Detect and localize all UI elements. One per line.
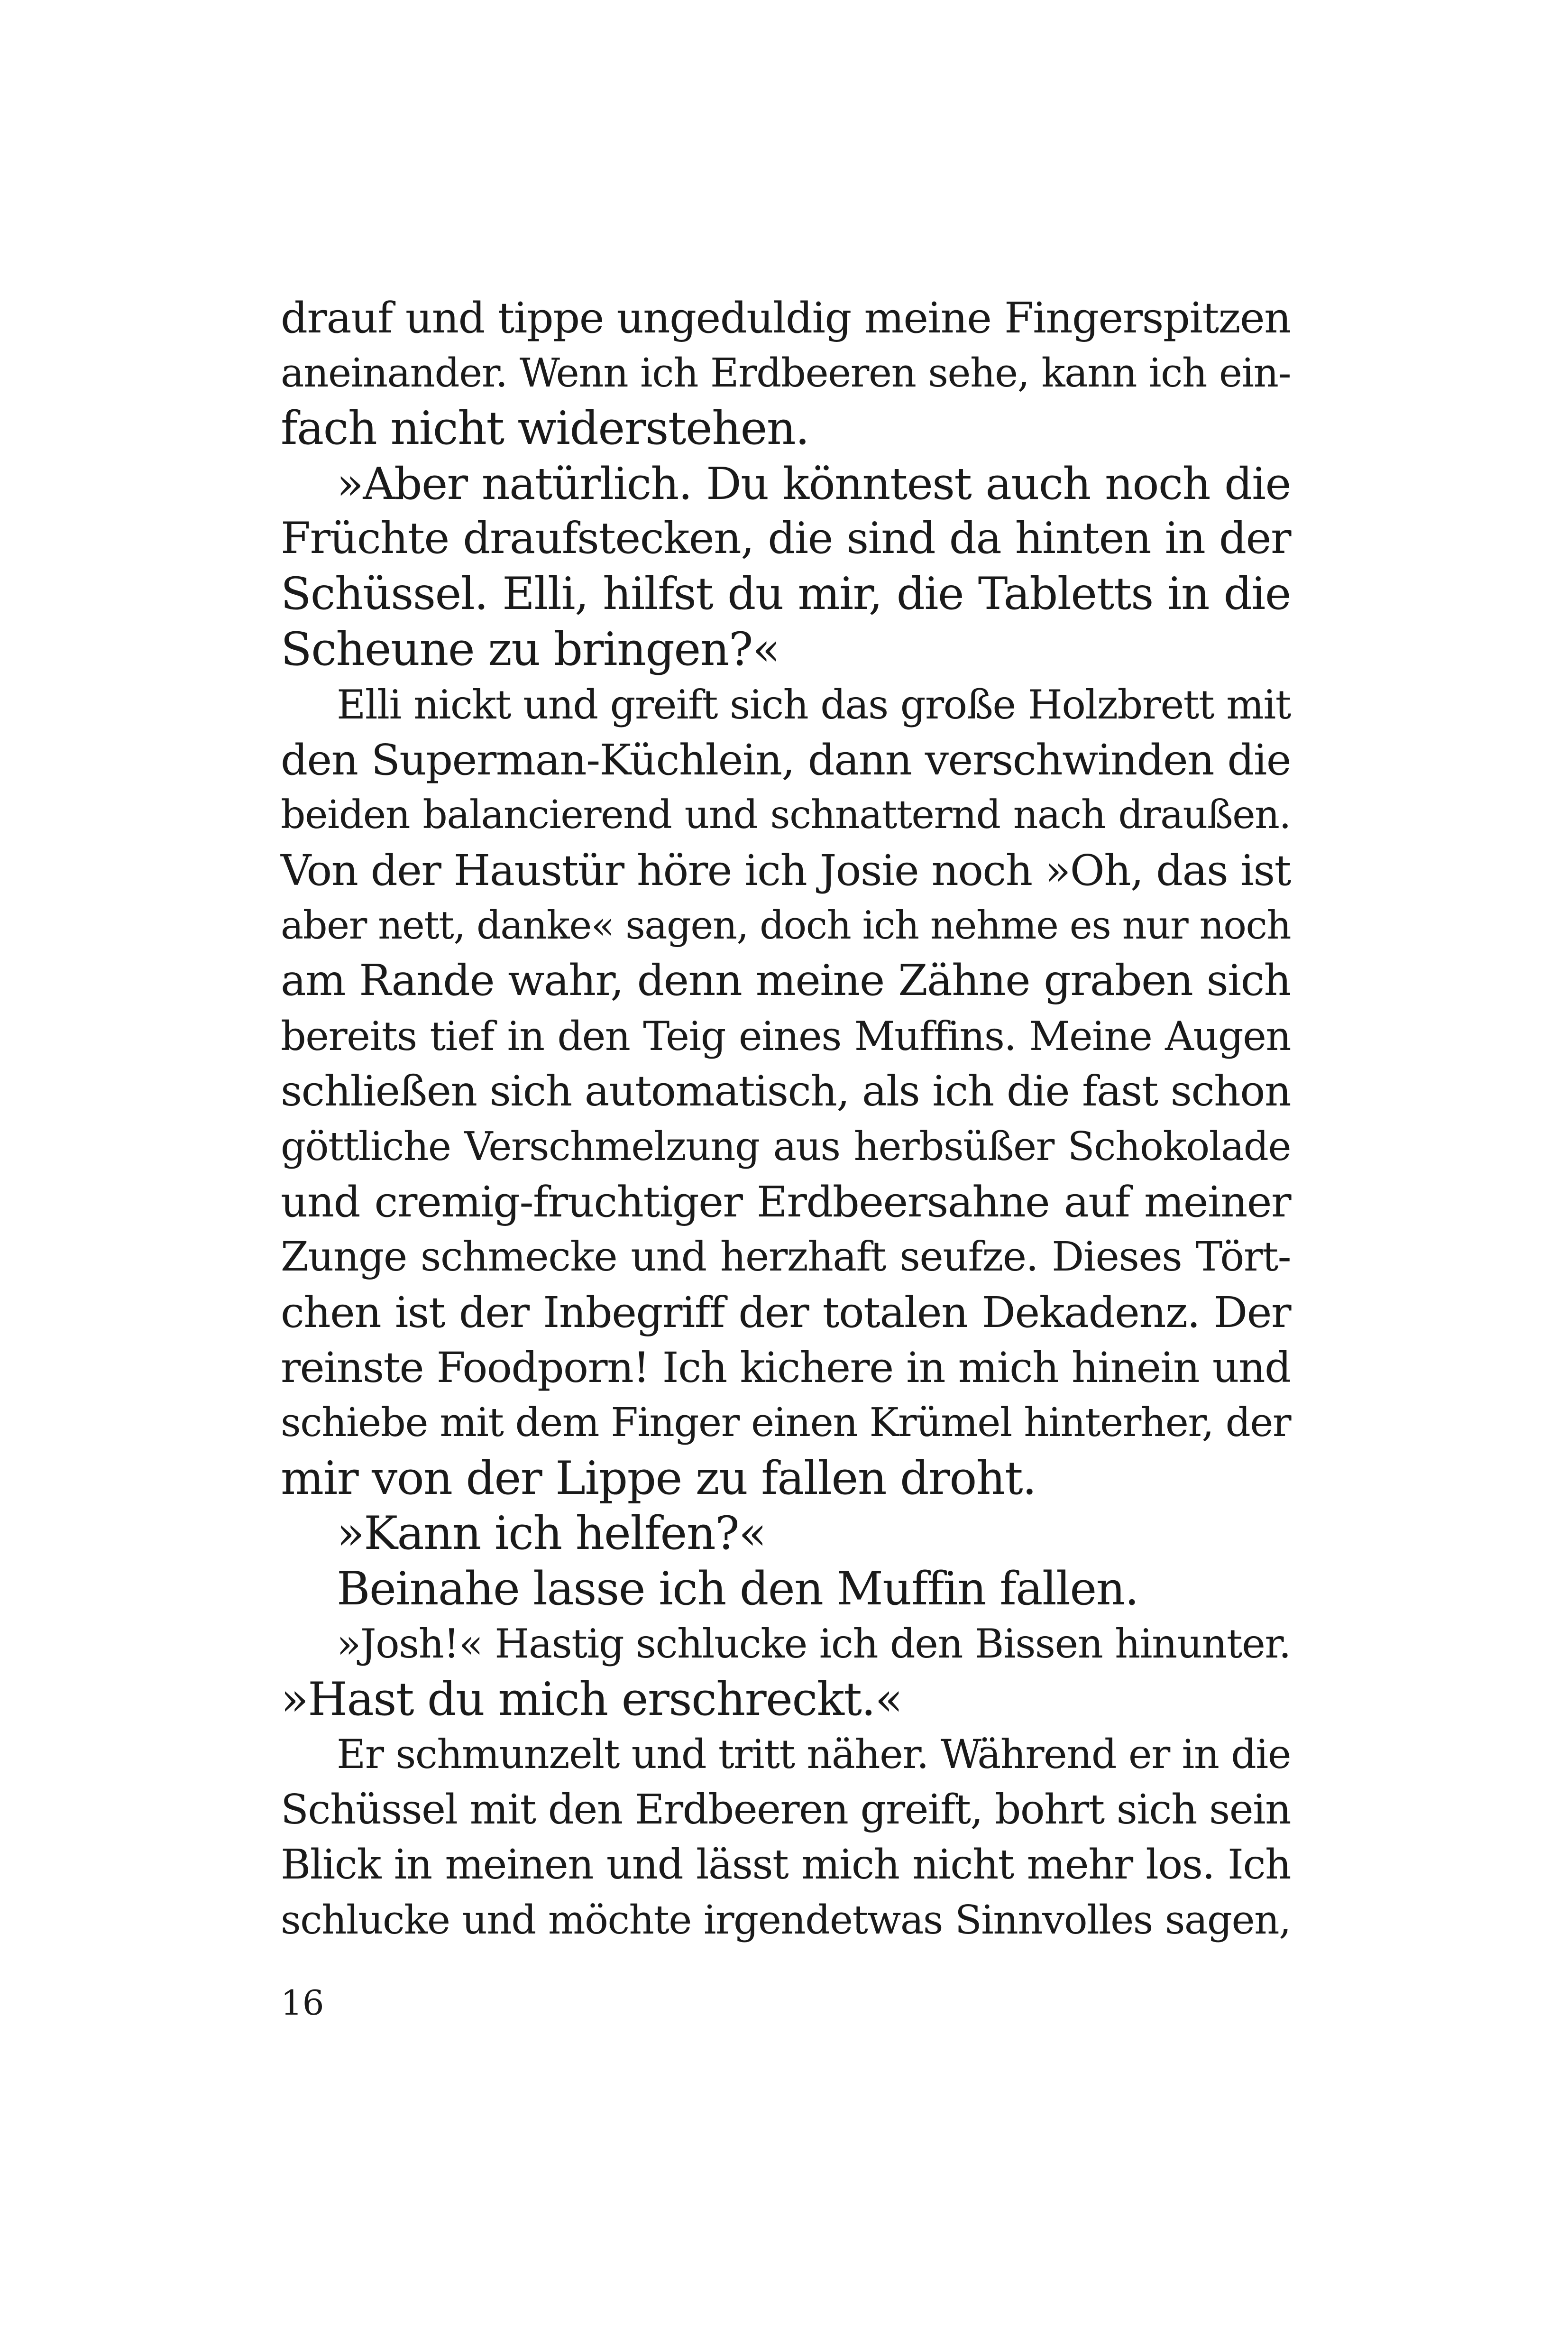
text-line: Früchte draufstecken, die sind da hinten in der: [281, 514, 1291, 563]
text-line: den Superman-Küchlein, dann verschwinden die: [281, 735, 1291, 784]
text-line: drauf und tippe ungeduldig meine Fingerspitzen: [281, 293, 1291, 342]
text-line: chen ist der Inbegriff der totalen Dekadenz. Der: [281, 1288, 1291, 1337]
text-line: am Rande wahr, denn meine Zähne graben sich: [281, 956, 1291, 1005]
text-line: Von der Haustür höre ich Josie noch »Oh, das ist: [281, 846, 1291, 895]
text-line: schlucke und möchte irgendetwas Sinnvolles sagen,: [281, 1897, 1291, 1943]
text-line: Beinahe lasse ich den Muffin fallen.: [337, 1562, 1139, 1615]
text-line: Schüssel mit den Erdbeeren greift, bohrt sich sein: [281, 1786, 1291, 1833]
text-line: aber nett, danke« sagen, doch ich nehme es nur noch: [281, 903, 1291, 948]
text-line: fach nicht widerstehen.: [281, 402, 809, 455]
text-line: Er schmunzelt und tritt näher. Während er in die: [337, 1731, 1291, 1777]
text-line: »Hast du mich erschreckt.«: [281, 1672, 902, 1726]
text-line: Blick in meinen und lässt mich nicht mehr los. Ich: [281, 1841, 1291, 1888]
text-line: Schüssel. Elli, hilfst du mir, die Tabletts in die: [281, 568, 1291, 620]
text-line: aneinander. Wenn ich Erdbeeren sehe, kann ich ein-: [281, 350, 1291, 396]
text-line: mir von der Lippe zu fallen droht.: [281, 1451, 1036, 1505]
text-line: bereits tief in den Teig eines Muffins. Meine Augen: [281, 1013, 1291, 1059]
page-number: 16: [281, 1983, 324, 2023]
body-text: [281, 290, 1291, 1948]
text-line: »Aber natürlich. Du könntest auch noch die: [337, 458, 1291, 509]
text-line: »Kann ich helfen?«: [337, 1507, 766, 1560]
text-line: Scheune zu bringen?«: [281, 623, 780, 676]
text-line: göttliche Verschmelzung aus herbsüßer Schokolade: [281, 1123, 1291, 1170]
text-line: »Josh!« Hastig schlucke ich den Bissen hinunter.: [337, 1621, 1291, 1667]
text-line: reinste Foodporn! Ich kichere in mich hinein und: [281, 1343, 1291, 1392]
text-line: schiebe mit dem Finger einen Krümel hinterher, der: [281, 1400, 1291, 1446]
text-line: schließen sich automatisch, als ich die fast schon: [281, 1067, 1291, 1115]
text-line: Zunge schmecke und herzhaft seufze. Dieses Tört-: [281, 1233, 1291, 1280]
text-line: und cremig-fruchtiger Erdbeersahne auf meiner: [281, 1177, 1291, 1226]
text-line: Elli nickt und greift sich das große Holzbrett mit: [337, 681, 1291, 728]
text-line: beiden balancierend und schnatternd nach draußen.: [281, 792, 1291, 838]
